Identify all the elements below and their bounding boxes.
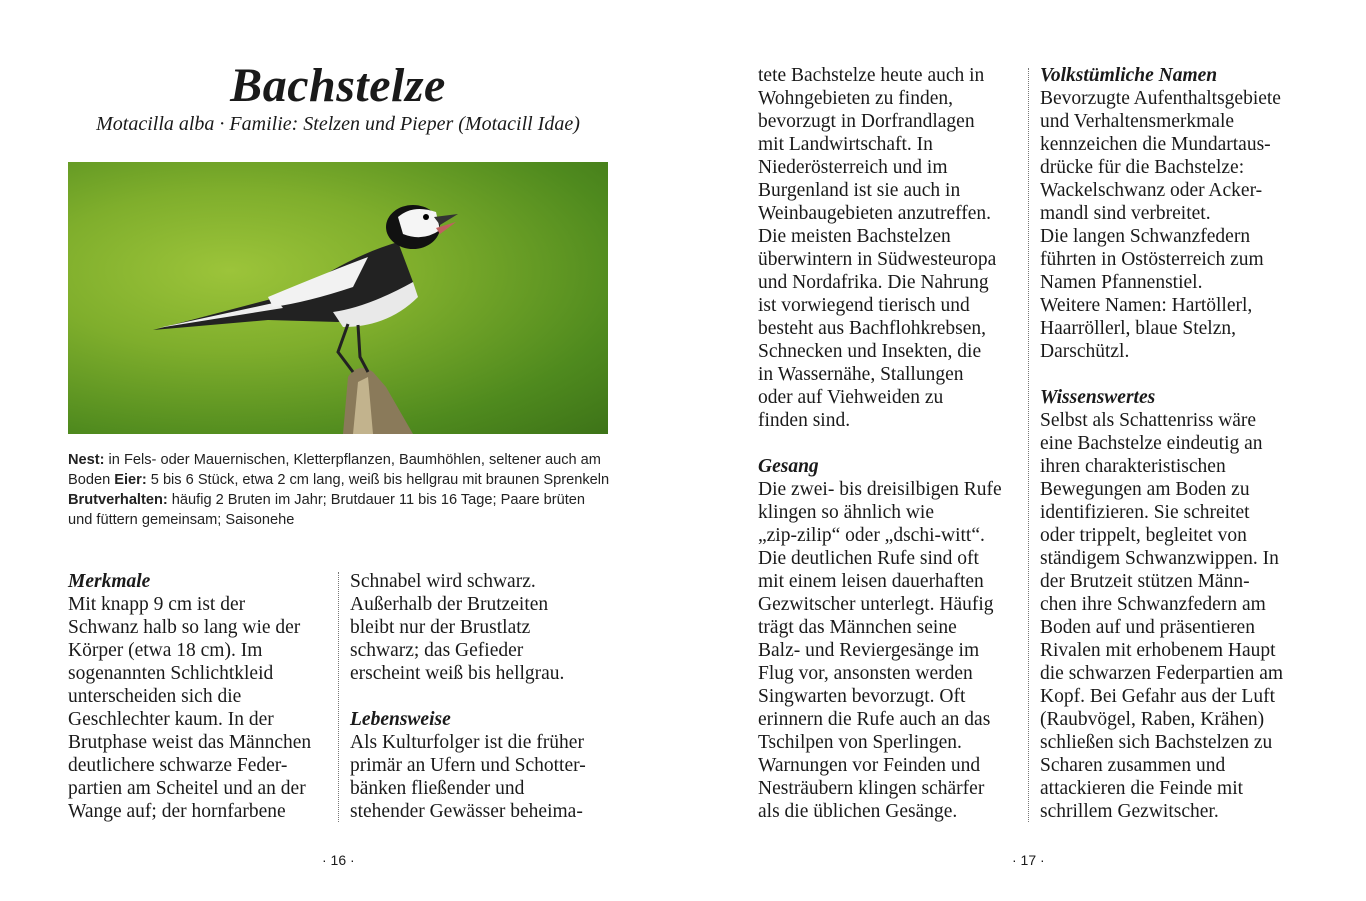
- text-line: Weitere Namen: Hartöllerl,: [1040, 295, 1253, 316]
- text-line: Als Kulturfolger ist die früher: [350, 732, 584, 753]
- text-line: Außerhalb der Brutzeiten: [350, 594, 549, 615]
- text-line: Flug vor, ansonsten werden: [758, 663, 973, 684]
- breeding-info-caption: [68, 450, 613, 530]
- text-line: ist vorwiegend tierisch und: [758, 295, 970, 316]
- page-title: Bachstelze: [230, 59, 446, 112]
- text-line: Geschlechter kaum. In der: [68, 709, 274, 730]
- text-line: Schnecken und Insekten, die: [758, 341, 982, 362]
- text-line: Die langen Schwanzfedern: [1040, 226, 1251, 247]
- text-line: partien am Scheitel und an der: [68, 778, 306, 799]
- section-heading: Volkstümliche Namen: [1040, 65, 1218, 86]
- text-line: trägt das Männchen seine: [758, 617, 957, 638]
- page-number-right: · 17 ·: [1012, 852, 1045, 868]
- text-line: und Verhaltensmerkmale: [1040, 111, 1235, 132]
- text-line: die schwarzen Federpartien am: [1040, 663, 1284, 684]
- text-line: kennzeichen die Mundartaus-: [1040, 134, 1271, 155]
- page-number-left: · 16 ·: [322, 852, 355, 868]
- eggs-text: 5 bis 6 Stück, etwa 2 cm lang, weiß bis hellgrau mit braunen Sprenkeln: [146, 472, 610, 488]
- text-line: Schnabel wird schwarz.: [350, 571, 536, 592]
- nest-label: Nest:: [68, 452, 105, 468]
- text-line: Weinbaugebieten anzutreffen.: [758, 203, 992, 224]
- text-line: ihren charakteristischen: [1040, 456, 1226, 477]
- wagtail-illustration: [68, 162, 608, 434]
- text-line: Wohngebieten zu finden,: [758, 88, 953, 109]
- right-column-2: [1040, 64, 1283, 823]
- text-line: Balz- und Reviergesänge im: [758, 640, 980, 661]
- text-line: erscheint weiß bis hellgrau.: [350, 663, 565, 684]
- text-line: überwintern in Südwesteuropa: [758, 249, 997, 270]
- text-line: Die deutlichen Rufe sind oft: [758, 548, 979, 569]
- text-line: Gezwitscher unterlegt. Häufig: [758, 594, 994, 615]
- text-line: bänken fließender und: [350, 778, 525, 799]
- text-line: Nesträubern klingen schärfer: [758, 778, 985, 799]
- text-line: und Nordafrika. Die Nahrung: [758, 272, 989, 293]
- text-line: Warnungen vor Feinden und: [758, 755, 981, 776]
- text-line: stehender Gewässer beheima-: [350, 801, 583, 822]
- text-line: erinnern die Rufe auch an das: [758, 709, 991, 730]
- text-line: mandl sind verbreitet.: [1040, 203, 1211, 224]
- text-line: Bevorzugte Aufenthaltsgebiete: [1040, 88, 1281, 109]
- text-line: Namen Pfannenstiel.: [1040, 272, 1203, 293]
- text-line: oder trippelt, begleitet von: [1040, 525, 1247, 546]
- text-line: Mit knapp 9 cm ist der: [68, 594, 246, 615]
- text-line: primär an Ufern und Schotter-: [350, 755, 586, 776]
- text-line: oder auf Viehweiden zu: [758, 387, 944, 408]
- text-line: sogenannten Schlichtkleid: [68, 663, 274, 684]
- paragraph-gap: [758, 432, 1002, 455]
- section-heading: Gesang: [758, 456, 819, 477]
- text-line: Wackelschwanz oder Acker-: [1040, 180, 1263, 201]
- text-line: Kopf. Bei Gefahr aus der Luft: [1040, 686, 1275, 707]
- text-line: Boden auf und präsentieren: [1040, 617, 1255, 638]
- text-line: finden sind.: [758, 410, 851, 431]
- text-line: Selbst als Schattenriss wäre: [1040, 410, 1257, 431]
- text-line: attackieren die Feinde mit: [1040, 778, 1244, 799]
- text-line: Schwanz halb so lang wie der: [68, 617, 301, 638]
- bird-photo: [68, 162, 608, 434]
- page-subtitle: Motacilla alba · Familie: Stelzen und Pieper (Motacill Idae): [96, 113, 580, 135]
- right-column-1: [758, 64, 1002, 823]
- text-line: Rivalen mit erhobenem Haupt: [1040, 640, 1276, 661]
- text-line: Singwarten bevorzugt. Oft: [758, 686, 966, 707]
- text-line: besteht aus Bachflohkrebsen,: [758, 318, 986, 339]
- text-line: schließen sich Bachstelzen zu: [1040, 732, 1273, 753]
- breeding-label: Brutverhalten:: [68, 492, 168, 508]
- text-line: „zip-zilip“ oder „dschi-witt“.: [758, 525, 985, 546]
- text-line: Darschützl.: [1040, 341, 1130, 362]
- text-line: Wange auf; der hornfarbene: [68, 801, 286, 822]
- left-column-2: [350, 570, 586, 823]
- text-line: Körper (etwa 18 cm). Im: [68, 640, 263, 661]
- text-line: eine Bachstelze eindeutig an: [1040, 433, 1263, 454]
- text-line: bevorzugt in Dorfrandlagen: [758, 111, 975, 132]
- text-line: drücke für die Bachstelze:: [1040, 157, 1245, 178]
- section-heading: Wissenswertes: [1040, 387, 1156, 408]
- text-line: mit Landwirtschaft. In: [758, 134, 933, 155]
- nest-text: in Fels- oder Mauernischen, Kletterpflanzen, Baumhöhlen, seltener auch am Boden: [68, 452, 601, 488]
- left-column-1: [68, 570, 311, 823]
- text-line: deutlichere schwarze Feder-: [68, 755, 288, 776]
- section-heading: Merkmale: [68, 571, 151, 592]
- text-line: mit einem leisen dauerhaften: [758, 571, 984, 592]
- text-line: klingen so ähnlich wie: [758, 502, 935, 523]
- paragraph-gap: [350, 685, 586, 708]
- breeding-text: häufig 2 Bruten im Jahr; Brutdauer 11 bis 16 Tage; Paare brüten und füttern gemeinsam; Saisonehe: [68, 492, 586, 528]
- text-line: schwarz; das Gefieder: [350, 640, 524, 661]
- column-divider: [338, 572, 339, 822]
- text-line: Tschilpen von Sperlingen.: [758, 732, 962, 753]
- text-line: chen ihre Schwanzfedern am: [1040, 594, 1266, 615]
- text-line: Die zwei- bis dreisilbigen Rufe: [758, 479, 1002, 500]
- text-line: Burgenland ist sie auch in: [758, 180, 961, 201]
- column-divider: [1028, 68, 1029, 822]
- text-line: Niederösterreich und im: [758, 157, 948, 178]
- section-heading: Lebensweise: [350, 709, 451, 730]
- text-line: ständigem Schwanzwippen. In: [1040, 548, 1279, 569]
- text-line: in Wassernähe, Stallungen: [758, 364, 964, 385]
- text-line: als die üblichen Gesänge.: [758, 801, 958, 822]
- text-line: identifizieren. Sie schreitet: [1040, 502, 1250, 523]
- text-line: Brutphase weist das Männchen: [68, 732, 312, 753]
- text-line: tete Bachstelze heute auch in: [758, 65, 985, 86]
- text-line: Die meisten Bachstelzen: [758, 226, 951, 247]
- text-line: (Raubvögel, Raben, Krähen): [1040, 709, 1265, 730]
- text-line: führten in Ostösterreich zum: [1040, 249, 1264, 270]
- text-line: bleibt nur der Brustlatz: [350, 617, 531, 638]
- text-line: unterscheiden sich die: [68, 686, 242, 707]
- text-line: Haarröllerl, blaue Stelzn,: [1040, 318, 1236, 339]
- text-line: Bewegungen am Boden zu: [1040, 479, 1250, 500]
- paragraph-gap: [1040, 363, 1283, 386]
- text-line: schrillem Gezwitscher.: [1040, 801, 1219, 822]
- eggs-label: Eier:: [114, 472, 147, 488]
- text-line: Scharen zusammen und: [1040, 755, 1226, 776]
- text-line: der Brutzeit stützen Männ-: [1040, 571, 1250, 592]
